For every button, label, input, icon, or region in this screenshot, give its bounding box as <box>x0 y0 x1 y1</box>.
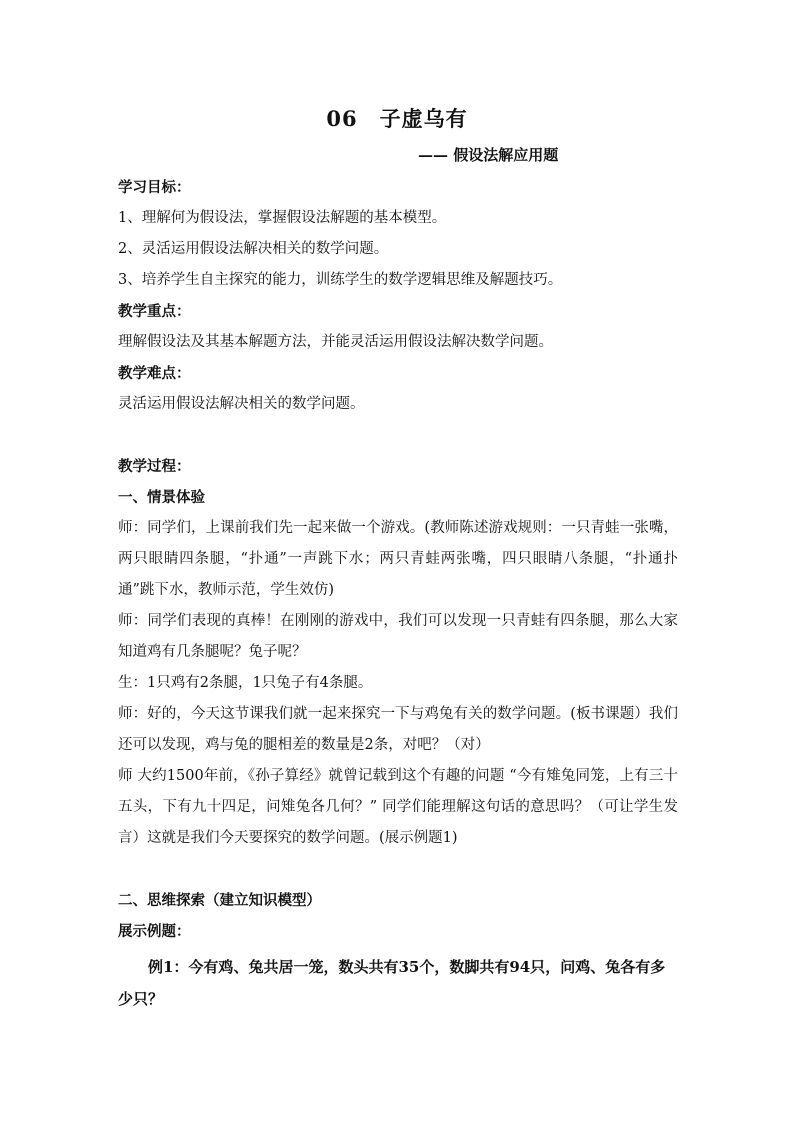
paragraph-2: 师：同学们表现的真棒！在刚刚的游戏中，我们可以发现一只青蛙有四条腿，那么大家知道鸡有几条腿呢？兔子呢？ <box>118 613 678 660</box>
objective-item-1: 1、理解何为假设法，掌握假设法解题的基本模型。 <box>118 210 447 226</box>
blank-line <box>118 854 678 885</box>
difficulties-text: 灵活运用假设法解决相关的数学问题。 <box>118 396 365 412</box>
objective-item-2: 2、灵活运用假设法解决相关的数学问题。 <box>118 241 389 257</box>
section1-heading: 一、情景体验 <box>118 489 205 506</box>
paragraph-4: 师：好的，今天这节课我们就一起来探究一下与鸡兔有关的数学问题。(板书课题）我们还可以发现，鸡与兔的腿相差的数量是2条，对吧？（对） <box>118 706 678 753</box>
page-subtitle: —— 假设法解应用题 <box>418 146 559 164</box>
section2-heading: 二、思维探索（建立知识模型） <box>118 892 321 909</box>
process-heading: 教学过程： <box>118 458 191 475</box>
paragraph-5: 师 大约1500年前，《孙子算经》就曾记载到这个有趣的问题 “今有雉兔同笼，上有三十五头，下有九十四足，问雉兔各几何？” 同学们能理解这句话的意思吗？（可让学生发言）这就是我们今天要探究的数学问题。(展示例题1) <box>118 768 678 846</box>
paragraph-3: 生：1只鸡有2条腿，1只兔子有4条腿。 <box>118 675 373 691</box>
key-points-text: 理解假设法及其基本解题方法，并能灵活运用假设法解决数学问题。 <box>118 334 553 350</box>
difficulties-heading: 教学难点： <box>118 365 191 382</box>
objectives-heading: 学习目标： <box>118 179 191 196</box>
key-points-heading: 教学重点： <box>118 303 191 320</box>
document-body <box>118 172 678 1015</box>
objective-item-3: 3、培养学生自主探究的能力，训练学生的数学逻辑思维及解题技巧。 <box>118 272 563 288</box>
blank-line <box>118 420 678 451</box>
page-title: 06 子虚乌有 <box>326 106 468 131</box>
paragraph-1: 师：同学们，上课前我们先一起来做一个游戏。(教师陈述游戏规则：一只青蛙一张嘴，两只眼睛四条腿，“扑通”一声跳下水；两只青蛙两张嘴，四只眼睛八条腿，“扑通扑通”跳下水，教师示范，学生效仿) <box>118 520 678 598</box>
example-1: 例1：今有鸡、兔共居一笼，数头共有35个，数脚共有94只，问鸡、兔各有多少只？ <box>118 958 666 1008</box>
example-label: 展示例题： <box>118 923 191 940</box>
